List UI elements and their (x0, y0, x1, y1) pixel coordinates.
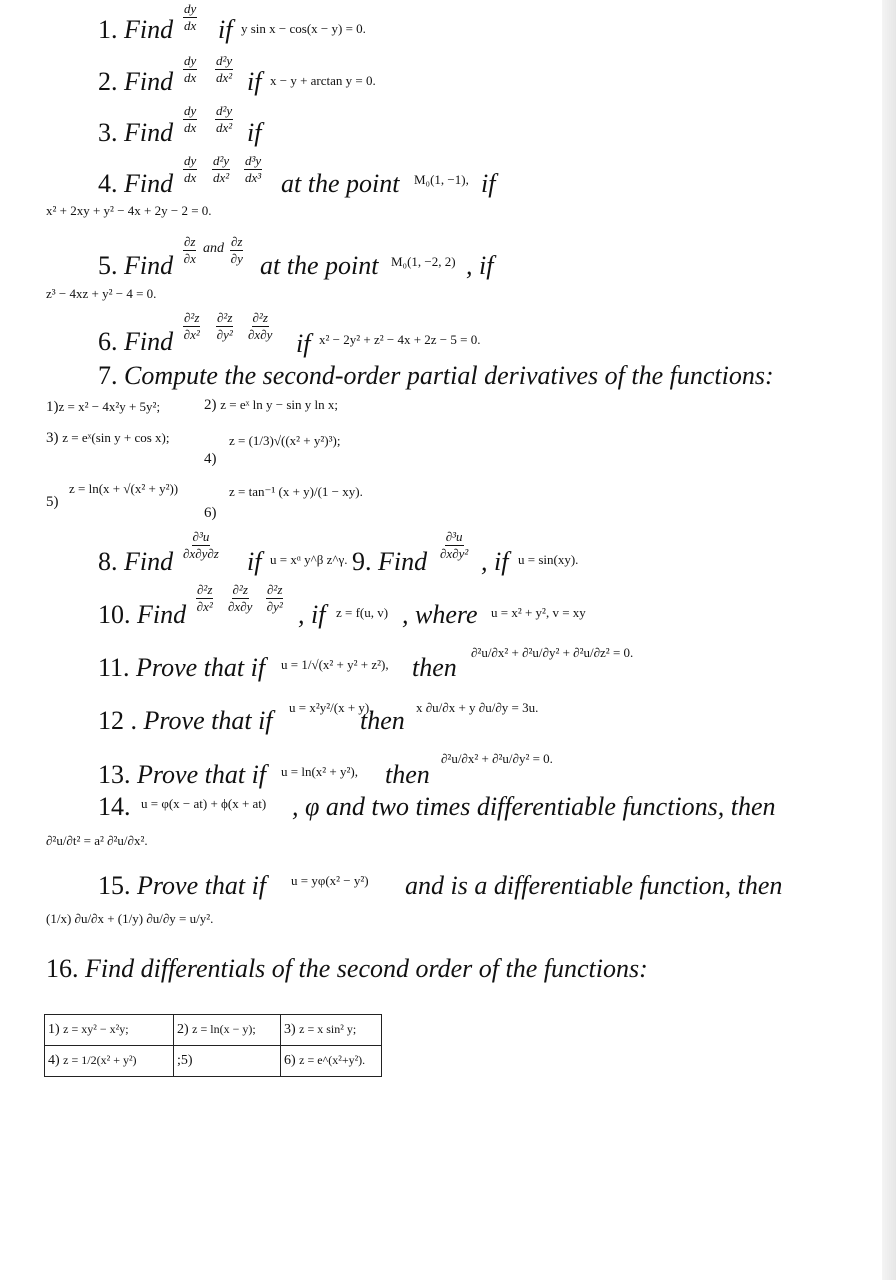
point-coordinates: M₀(1, −1), (414, 172, 469, 187)
derivative-1: $\frac{dy}{dx}$ (184, 53, 197, 85)
table-cell: 3) z = x sin² y; (281, 1015, 382, 1046)
problem-number: 13. (98, 760, 131, 789)
problem-14-expr: u = φ(x − at) + ϕ(x + at) (141, 796, 267, 811)
problem-verb: Find (137, 600, 187, 629)
derivative-1: $\frac{\text{∂²z}}{\text{∂x²}}$ (183, 310, 200, 342)
problem-14 (98, 794, 131, 820)
fraction-denominator: ∂x (183, 250, 196, 266)
problem-1 (98, 17, 173, 43)
fraction-denominator: ∂x∂y (248, 326, 273, 342)
problem-14-middle: , φ and two times differentiable functions, then (292, 792, 776, 821)
problem-verb: Find (124, 251, 174, 280)
problem-verb: Prove that if (137, 871, 267, 900)
fraction-denominator: dx (184, 69, 197, 85)
problem-number: 4. (98, 169, 118, 198)
problem-16-table (44, 1014, 382, 1077)
derivative-2: $\frac{\text{∂²z}}{\text{∂y²}}$ (216, 310, 233, 342)
table-cell: 6) z = e^(x²+y²). (281, 1046, 382, 1077)
problem-12-expr: u = x²y²/(x + y), (289, 700, 373, 715)
derivative-2: $\frac{\text{∂²z}}{\partial x\partial y}$ (228, 582, 253, 614)
fraction-denominator: ∂x∂y² (440, 545, 469, 561)
problem-8-expr: u = xᵅ y^β z^γ. (270, 552, 348, 567)
problem-15-expr: u = yφ(x² − y²) (291, 873, 369, 888)
problem-verb: Find (378, 547, 428, 576)
p7-item-5-expr: z = ln(x + √(x² + y²)) (69, 481, 179, 496)
then-word: then (412, 653, 457, 682)
derivative-1: $\frac{\partial z}{\partial x}$ (183, 234, 196, 266)
then-word: then (360, 706, 405, 735)
condition-word: if (247, 67, 262, 96)
problem-6-expr: x² − 2y² + z² − 4x + 2z − 5 = 0. (319, 332, 481, 347)
table-cell: ;5) (174, 1046, 281, 1077)
problem-verb: Prove that if (137, 760, 267, 789)
table-cell: 1) z = xy² − x²y; (45, 1015, 174, 1046)
problem-13 (98, 762, 266, 788)
condition-word: if (481, 169, 496, 198)
problem-number: 11. (98, 653, 130, 682)
problem-number: 3. (98, 118, 118, 147)
problem-number: 1. (98, 15, 118, 44)
problem-10-where-expr: u = x² + y², v = xy (491, 605, 586, 620)
derivative-1: $\frac{\text{∂³u}}{\partial x\partial y\partial z}$ (183, 529, 219, 561)
problem-1-expr: y sin x − cos(x − y) = 0. (241, 21, 366, 36)
problem-16 (46, 956, 648, 982)
problem-4 (98, 171, 173, 197)
problem-13-expr: u = ln(x² + y²), (281, 764, 358, 779)
problem-2 (98, 69, 173, 95)
p7-item-4-label: 4) (204, 451, 217, 467)
problem-10-expr: z = f(u, v) (336, 605, 389, 620)
fraction-denominator: dx² (216, 69, 233, 85)
fraction-denominator: dx (184, 119, 197, 135)
problem-verb: Prove that if (143, 706, 273, 735)
problem-12 (98, 708, 273, 734)
derivative-2: $\frac{\text{d²y}}{\text{dx²}}$ (213, 153, 230, 185)
fraction-denominator: dx³ (245, 169, 262, 185)
problem-number: 2. (98, 67, 118, 96)
p7-item-3: 3) z = eˣ(sin y + cos x); (46, 430, 170, 446)
problem-text: Find differentials of the second order of the functions: (85, 954, 648, 983)
problem-5-expr: z³ − 4xz + y² − 4 = 0. (46, 286, 157, 301)
problem-verb: Find (124, 169, 174, 198)
problem-number: 6. (98, 327, 118, 356)
problem-verb: Find (124, 327, 174, 356)
fraction-denominator: dx (184, 169, 197, 185)
problem-12-result: x ∂u/∂x + y ∂u/∂y = 3u. (416, 700, 539, 715)
derivative-1: $\frac{\text{∂²z}}{\text{∂x²}}$ (196, 582, 213, 614)
problem-verb: Prove that if (136, 653, 266, 682)
page-edge-shadow (882, 0, 896, 1280)
problem-9 (352, 549, 427, 575)
fraction-denominator: ∂y² (216, 326, 233, 342)
problem-11-result: ∂²u/∂x² + ∂²u/∂y² + ∂²u/∂z² = 0. (471, 645, 634, 660)
problem-number: 14. (98, 792, 131, 821)
condition-word: if (247, 118, 262, 147)
condition-word: , if (466, 251, 494, 280)
problem-verb: Find (124, 547, 174, 576)
fraction-denominator: dx (184, 17, 197, 33)
derivative-1: $\frac{\text{∂³u}}{\text{∂x∂y²}}$ (440, 529, 469, 561)
problem-verb: Find (124, 118, 174, 147)
then-word: then (385, 760, 430, 789)
point-text: at the point (281, 169, 400, 198)
derivative-3: $\frac{\text{∂²z}}{\partial x\partial y}$ (248, 310, 273, 342)
condition-word: if (296, 329, 311, 358)
condition-word: , if (298, 600, 326, 629)
problem-7 (98, 363, 774, 389)
problem-8 (98, 549, 173, 575)
fraction-denominator: dx² (213, 169, 230, 185)
problem-10 (98, 602, 186, 628)
p7-item-1: 1)z = x² − 4x²y + 5y²; (46, 399, 161, 415)
derivative-1: $\frac{dy}{dx}$ (184, 1, 197, 33)
table-row (45, 1046, 382, 1077)
problem-15 (98, 873, 266, 899)
fraction-denominator: ∂x² (183, 326, 200, 342)
condition-word: if (247, 547, 262, 576)
problem-verb: Find (124, 15, 174, 44)
problem-number: 8. (98, 547, 118, 576)
derivative-1: $\frac{dy}{dx}$ (184, 153, 197, 185)
problem-15-middle: and is a differentiable function, then (405, 871, 783, 900)
problem-15-result: (1/x) ∂u/∂x + (1/y) ∂u/∂y = u/y². (46, 911, 214, 926)
problem-text: Compute the second-order partial derivatives of the functions: (124, 361, 774, 390)
derivative-1: $\frac{dy}{dx}$ (184, 103, 197, 135)
problem-number: 9. (352, 547, 372, 576)
fraction-denominator: ∂y² (266, 598, 283, 614)
problem-9-expr: u = sin(xy). (518, 552, 579, 567)
problem-11-expr: u = 1/√(x² + y² + z²), (281, 657, 389, 672)
problem-number: 12 . (98, 706, 137, 735)
p7-item-6-expr: z = tan⁻¹ (x + y)/(1 − xy). (229, 484, 363, 499)
and-word: and (203, 241, 224, 256)
problem-number: 10. (98, 600, 131, 629)
derivative-3: $\frac{\text{∂²z}}{\text{∂y²}}$ (266, 582, 283, 614)
problem-number: 5. (98, 251, 118, 280)
derivative-2: $\frac{\partial z}{\partial y}$ (230, 234, 243, 266)
problem-number: 15. (98, 871, 131, 900)
problem-13-result: ∂²u/∂x² + ∂²u/∂y² = 0. (441, 751, 553, 766)
problem-number: 16. (46, 954, 79, 983)
p7-item-2: 2) z = eˣ ln y − sin y ln x; (204, 397, 338, 413)
condition-word: if (218, 15, 233, 44)
condition-word: , if (481, 547, 509, 576)
fraction-denominator: ∂x² (196, 598, 213, 614)
derivative-3: $\frac{\text{d³y}}{\text{dx³}}$ (245, 153, 262, 185)
problem-4-expr: x² + 2xy + y² − 4x + 2y − 2 = 0. (46, 203, 212, 218)
p7-item-6-label: 6) (204, 505, 217, 521)
point-text: at the point (260, 251, 379, 280)
problem-5 (98, 253, 173, 279)
table-row (45, 1015, 382, 1046)
problem-2-expr: x − y + arctan y = 0. (270, 73, 376, 88)
derivative-2: $\frac{\text{d²y}}{\text{dx²}}$ (216, 103, 233, 135)
table-cell: 4) z = 1/2(x² + y²) (45, 1046, 174, 1077)
p7-item-4-expr: z = (1/3)√((x² + y²)³); (229, 433, 341, 448)
derivative-2: $\frac{\text{d²y}}{\text{dx²}}$ (216, 53, 233, 85)
fraction-denominator: dx² (216, 119, 233, 135)
fraction-denominator: ∂y (230, 250, 243, 266)
problem-verb: Find (124, 67, 174, 96)
p7-item-5-label: 5) (46, 494, 59, 510)
problem-11 (98, 655, 265, 681)
fraction-denominator: ∂x∂y (228, 598, 253, 614)
problem-3 (98, 120, 173, 146)
table-cell: 2) z = ln(x − y); (174, 1015, 281, 1046)
problem-14-result: ∂²u/∂t² = a² ∂²u/∂x². (46, 833, 148, 848)
fraction-denominator: ∂x∂y∂z (183, 545, 219, 561)
problem-number: 7. (98, 361, 118, 390)
where-word: , where (402, 600, 478, 629)
point-coordinates: M₀(1, −2, 2) (391, 254, 456, 269)
problem-6 (98, 329, 173, 355)
